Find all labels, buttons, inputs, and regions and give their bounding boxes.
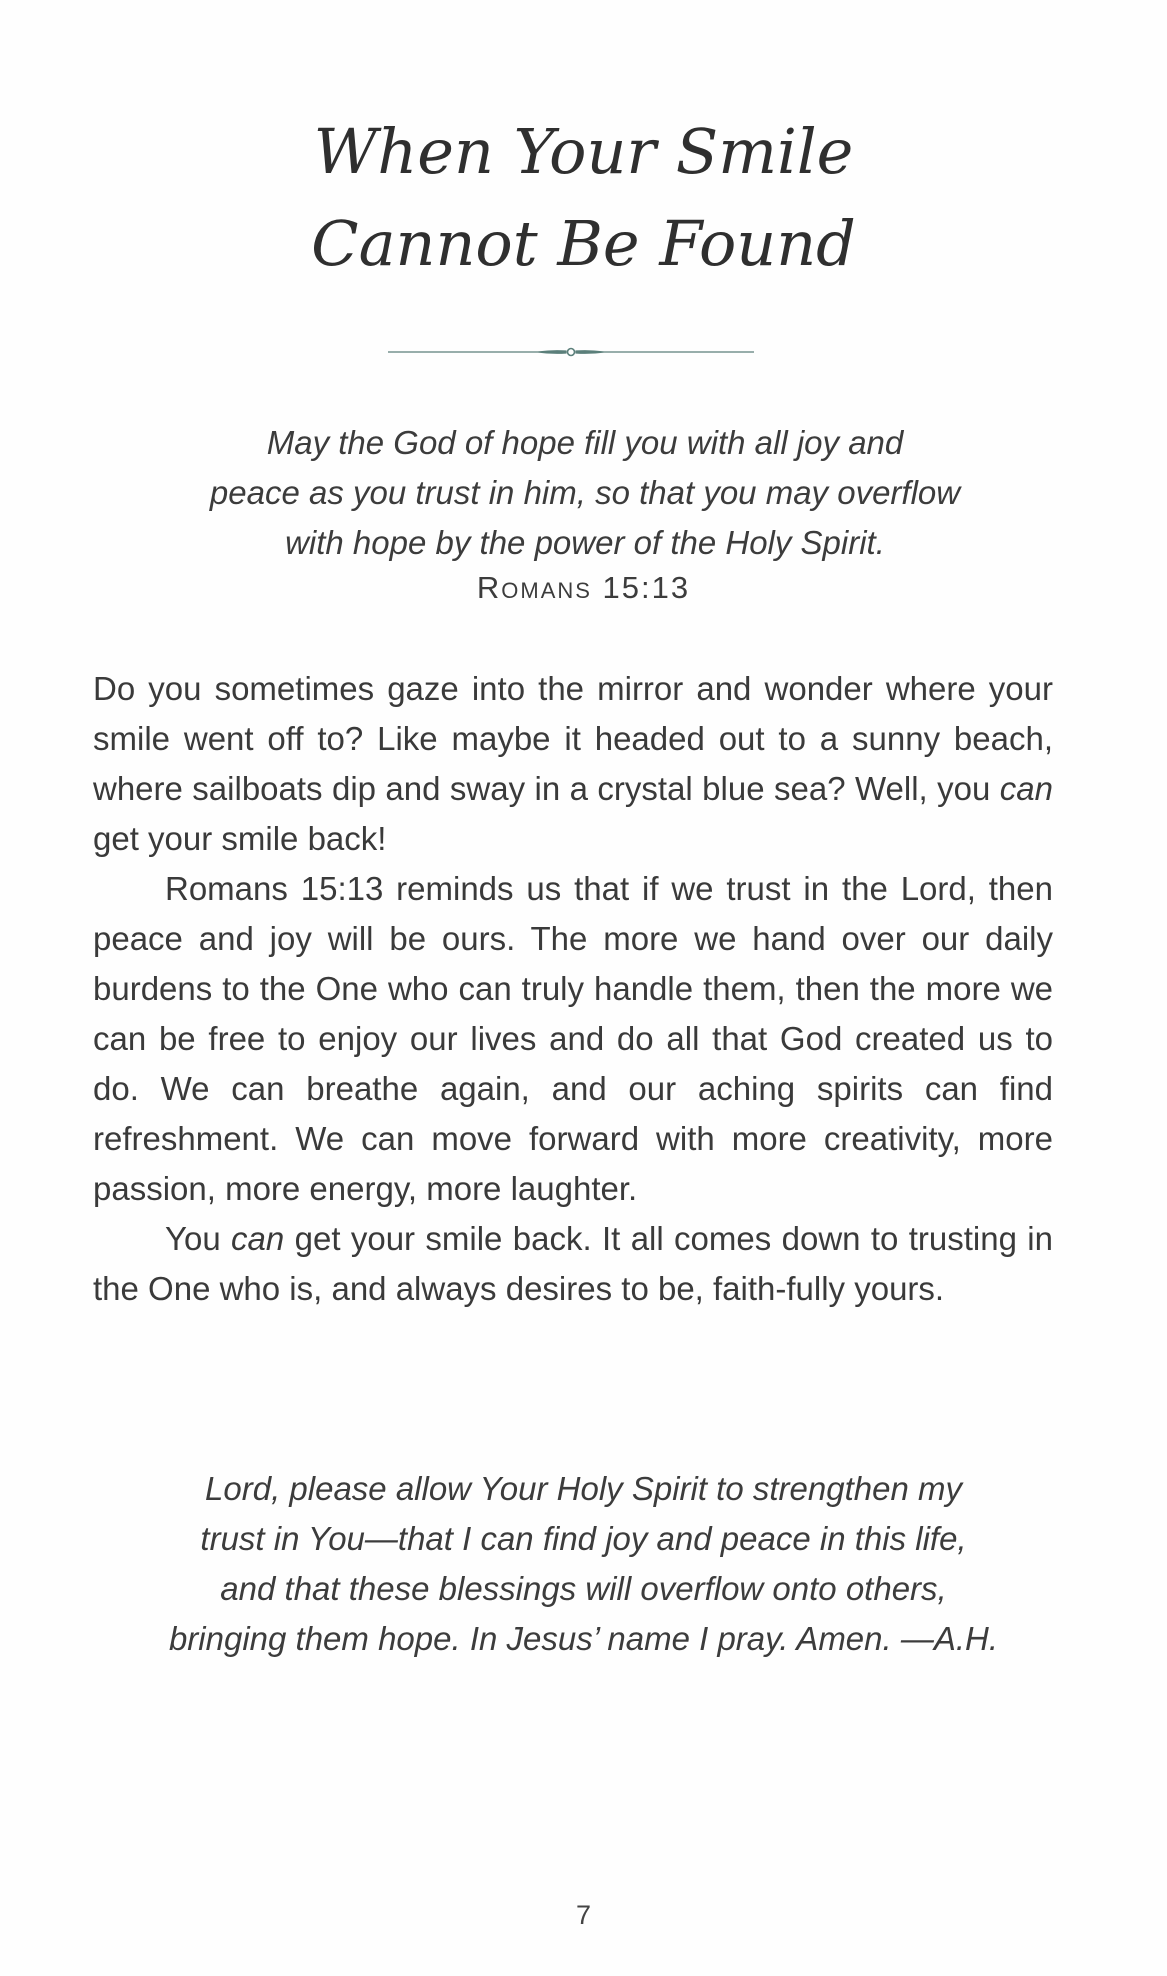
body-paragraph-1-emphasis: can [999, 770, 1053, 807]
body-paragraph-3-emphasis: can [231, 1220, 285, 1257]
chapter-title-line-2: Cannot Be Found [311, 207, 856, 280]
body-paragraph-1-text: Do you sometimes gaze into the mirror and wonder where your smile went off to? Like maybe it headed out to a sunny beach, where sailboats dip and sway in a crystal blue sea? Well, you [93, 670, 1053, 807]
devotional-body [93, 664, 1053, 1314]
page-number: 7 [575, 1900, 592, 1930]
body-paragraph-3-end: get your smile back. It all comes down to trusting in the One who is, and always desires to be, faith-fully yours. [93, 1220, 1053, 1307]
ornament-left-swash [388, 351, 566, 354]
prayer-line-4: bringing them hope. In Jesus’ name I pray. Amen. —A.H. [168, 1620, 999, 1657]
scripture-line-3: with hope by the power of the Holy Spirit. [285, 524, 885, 561]
chapter-title-line-1: When Your Smile [313, 115, 854, 188]
prayer-line-1: Lord, please allow Your Holy Spirit to strengthen my [205, 1470, 962, 1507]
scripture-reference: Romans 15:13 [476, 570, 691, 605]
body-paragraph-1-end: get your smile back! [93, 820, 387, 857]
divider-ornament [388, 345, 754, 359]
body-paragraph-3 [93, 1214, 1053, 1314]
scripture-line-1: May the God of hope fill you with all joy and [266, 424, 904, 461]
body-paragraph-1 [93, 664, 1053, 864]
scripture-line-2: peace as you trust in him, so that you may overflow [209, 474, 961, 511]
body-paragraph-3-start: You [165, 1220, 232, 1257]
body-paragraph-2: Romans 15:13 reminds us that if we trust in the Lord, then peace and joy will be ours. The more we hand over our daily burdens to the One who can truly handle them, then the more we can be free to enjoy our lives and do all that God created us to do. We can breathe again, and our aching spirits can find refreshment. We can move forward with more creativity, more passion, more energy, more laughter. [93, 870, 1053, 1207]
ornament-center-dot [568, 349, 575, 356]
prayer-line-2: trust in You—that I can find joy and peace in this life, [200, 1520, 967, 1557]
ornament-right-swash [576, 351, 754, 354]
prayer-line-3: and that these blessings will overflow onto others, [220, 1570, 947, 1607]
